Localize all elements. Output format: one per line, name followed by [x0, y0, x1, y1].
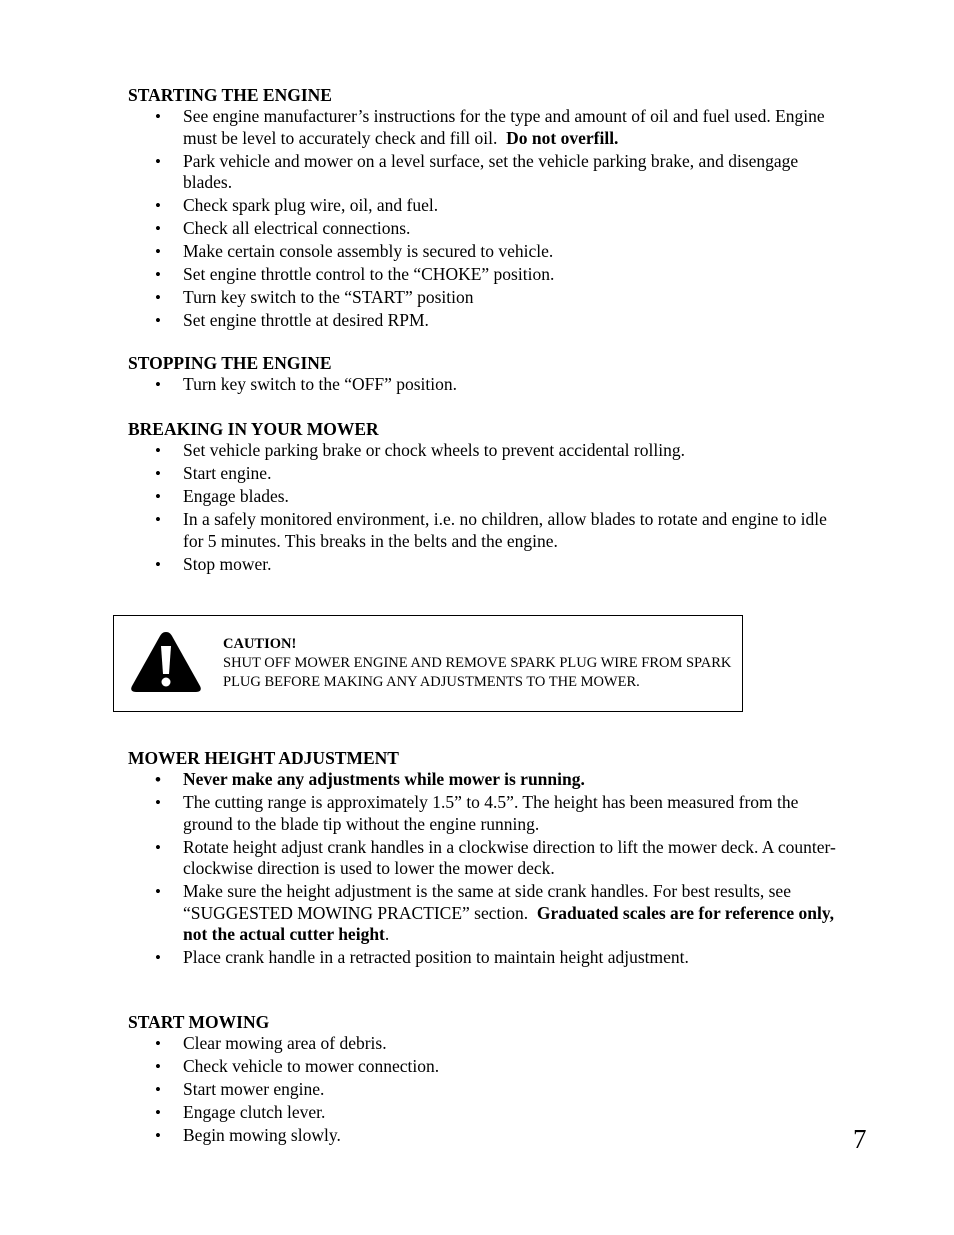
list-item: • Engage blades. — [128, 486, 848, 508]
heading-mower-height-adjustment: MOWER HEIGHT ADJUSTMENT — [128, 748, 399, 768]
list-item: • The cutting range is approximately 1.5” to 4.5”. The height has been measured from the ground to the blade tip without the engine running. — [128, 792, 848, 835]
section-start-mowing — [128, 1011, 848, 1148]
page-number: 7 — [853, 1124, 867, 1154]
section-stopping-the-engine — [128, 352, 848, 397]
list-item: • Turn key switch to the “START” position — [128, 287, 848, 309]
heading-start-mowing: START MOWING — [128, 1012, 270, 1032]
caution-text-block — [223, 635, 743, 692]
list-item: • Turn key switch to the “OFF” position. — [128, 374, 848, 396]
list-item: • Start engine. — [128, 463, 848, 485]
list-item: • See engine manufacturer’s instructions for the type and amount of oil and fuel used. Engine must be level to accurately check and fill oil. Do not overfill. — [128, 106, 848, 149]
list-item: • Set vehicle parking brake or chock wheels to prevent accidental rolling. — [128, 440, 848, 462]
heading-breaking-in-your-mower: BREAKING IN YOUR MOWER — [128, 419, 379, 439]
list-item: • Set engine throttle at desired RPM. — [128, 310, 848, 332]
list-item: • Clear mowing area of debris. — [128, 1033, 848, 1055]
warning-triangle-icon — [130, 630, 202, 694]
list-breaking-in-your-mower — [128, 440, 848, 575]
caution-message: SHUT OFF MOWER ENGINE AND REMOVE SPARK PLUG WIRE FROM SPARK PLUG BEFORE MAKING ANY ADJUSTMENTS TO THE MOWER. — [223, 655, 732, 690]
section-starting-the-engine — [128, 84, 848, 333]
list-item: • Check vehicle to mower connection. — [128, 1056, 848, 1078]
heading-stopping-the-engine: STOPPING THE ENGINE — [128, 353, 332, 373]
list-item: • Never make any adjustments while mower is running. — [128, 769, 848, 791]
list-item: • Make sure the height adjustment is the same at side crank handles. For best results, see “SUGGESTED MOWING PRACTICE” section. Graduated scales are for reference only, not the actual cutter height. — [128, 881, 848, 946]
list-item: • Check spark plug wire, oil, and fuel. — [128, 195, 848, 217]
section-breaking-in-your-mower — [128, 418, 848, 577]
list-starting-the-engine — [128, 106, 848, 332]
caution-box — [113, 615, 743, 712]
list-item: • Stop mower. — [128, 554, 848, 576]
list-item: • Park vehicle and mower on a level surface, set the vehicle parking brake, and disengage blades. — [128, 151, 848, 194]
list-item: • Engage clutch lever. — [128, 1102, 848, 1124]
list-item: • Set engine throttle control to the “CHOKE” position. — [128, 264, 848, 286]
list-item: • Make certain console assembly is secured to vehicle. — [128, 241, 848, 263]
list-start-mowing — [128, 1033, 848, 1147]
list-item: • Rotate height adjust crank handles in a clockwise direction to lift the mower deck. A counter-clockwise direction is used to lower the mower deck. — [128, 837, 848, 880]
caution-title: CAUTION! — [223, 636, 297, 652]
heading-starting-the-engine: STARTING THE ENGINE — [128, 85, 332, 105]
list-stopping-the-engine — [128, 374, 848, 396]
list-item: • Start mower engine. — [128, 1079, 848, 1101]
list-mower-height-adjustment — [128, 769, 848, 969]
section-mower-height-adjustment — [128, 747, 848, 970]
list-item: • In a safely monitored environment, i.e. no children, allow blades to rotate and engine to idle for 5 minutes. This breaks in the belts and the engine. — [128, 509, 848, 552]
list-item: • Begin mowing slowly. — [128, 1125, 848, 1147]
list-item: • Place crank handle in a retracted position to maintain height adjustment. — [128, 947, 848, 969]
list-item: • Check all electrical connections. — [128, 218, 848, 240]
